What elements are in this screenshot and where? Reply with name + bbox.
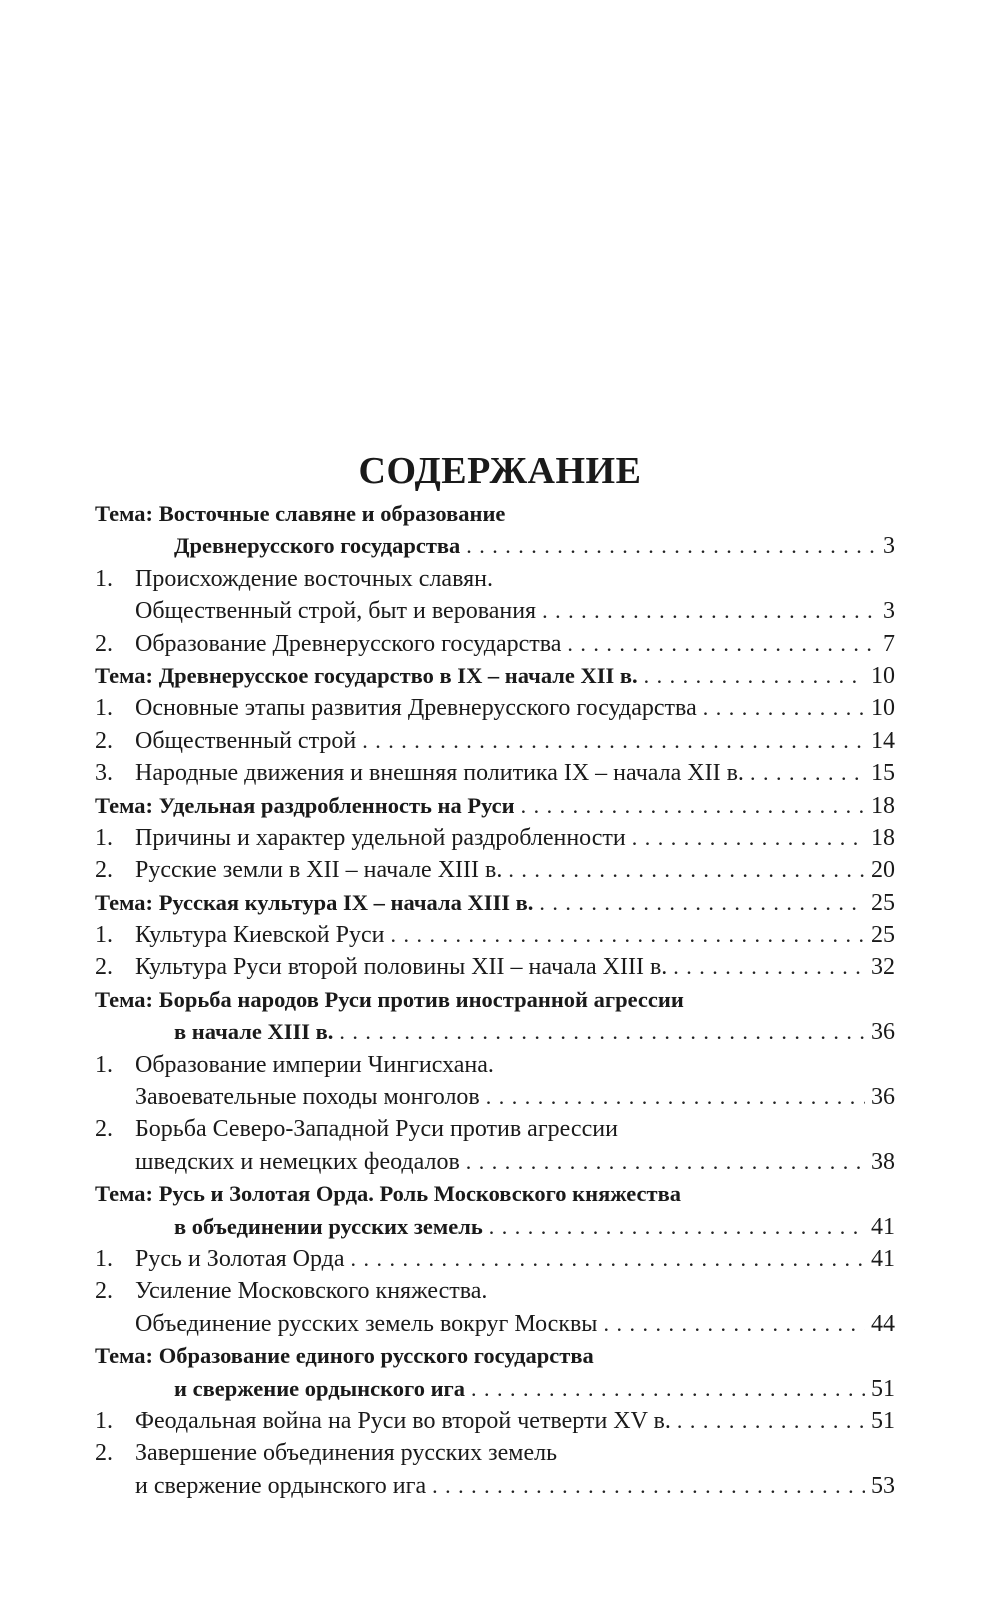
toc-topic-prefix: Тема: [95,792,159,818]
toc-topic-prefix: Тема: [95,1181,159,1207]
toc-topic-title: в объединении русских земель [174,1213,483,1239]
toc-page-number: 25 [865,887,895,919]
dot-leader [536,595,877,627]
toc-item-row [95,854,895,886]
toc-topic-row [95,1178,895,1210]
toc-topic-title: Древнерусского государства [174,533,461,559]
toc-item-row [95,595,895,627]
toc-page-number: 53 [865,1470,895,1502]
toc-topic-row [95,887,895,919]
toc-item-row [95,1146,895,1178]
toc-item-title: Происхождение восточных славян. [135,565,493,592]
toc-page-number: 7 [877,628,895,660]
toc-item-title: Русь и Золотая Орда [135,1245,345,1272]
toc-page-number: 10 [865,692,895,724]
toc-topic-title: Борьба народов Руси против иностранной агрессии [158,986,684,1012]
toc-page-number: 51 [865,1405,895,1437]
dot-leader [561,628,877,660]
toc-item-row [95,692,895,724]
toc-topic-title: Русская культура IX – начала XIII в. [158,889,534,915]
toc-page-number: 10 [865,660,895,692]
toc-item-row [95,757,895,789]
toc-item-row [95,822,895,854]
toc-item-number: 2. [95,857,113,884]
toc-item-row [95,1275,895,1307]
toc-item-number: 2. [95,1278,113,1305]
toc-page-number: 3 [877,530,895,562]
toc-item-number: 2. [95,630,113,657]
toc-item-title: Культура Киевской Руси [135,922,385,949]
toc-item-title: Образование Древнерусского государства [135,630,562,657]
toc-page-number: 51 [865,1373,895,1405]
toc-item-title: и свержение ордынского ига [135,1472,427,1499]
toc-page-number: 18 [865,790,895,822]
toc-item-title: Основные этапы развития Древнерусского государства [135,695,697,722]
toc-item-number: 2. [95,1440,113,1467]
toc-item-title: Общественный строй, быт и верования [135,598,537,625]
toc-item-row [95,1113,895,1145]
dot-leader [533,887,865,919]
toc-item-row [95,951,895,983]
toc-topic-prefix: Тема: [95,662,159,688]
toc-item-row [95,628,895,660]
toc-item-row [95,563,895,595]
dot-leader [626,822,865,854]
dot-leader [426,1470,865,1502]
dot-leader [667,951,865,983]
toc-page-number: 20 [865,854,895,886]
toc-item-row [95,1405,895,1437]
toc-item-number: 1. [95,824,113,851]
toc-item-title: Русские земли в XII – начале XIII в. [135,857,503,884]
toc-page-number: 41 [865,1243,895,1275]
dot-leader [356,725,865,757]
dot-leader [744,757,865,789]
dot-leader [697,692,865,724]
toc-item-title: Объединение русских земель вокруг Москвы [135,1310,598,1337]
toc-item-title: Причины и характер удельной раздробленности [135,824,626,851]
toc-item-title: Культура Руси второй половины XII – начала XIII в. [135,954,668,981]
toc-topic-title: Удельная раздробленность на Руси [158,792,515,818]
toc-item-title: Общественный строй [135,727,357,754]
toc-page-number: 44 [865,1308,895,1340]
dot-leader [460,1146,865,1178]
toc-page-number: 25 [865,919,895,951]
dot-leader [638,660,865,692]
toc-item-row [95,1308,895,1340]
dot-leader [502,854,865,886]
toc-item-row [95,1081,895,1113]
toc-topic-row [95,530,895,562]
toc-item-row [95,1437,895,1469]
toc-item-number: 1. [95,1407,113,1434]
toc-page-number: 14 [865,725,895,757]
toc-topic-title: в начале XIII в. [174,1019,334,1045]
toc-page-number: 41 [865,1211,895,1243]
toc-topic-row [95,984,895,1016]
toc-page-number: 36 [865,1081,895,1113]
toc-topic-title: Образование единого русского государства [158,1343,594,1369]
toc-topic-row [95,1211,895,1243]
toc-topic-title: Древнерусское государство в IX – начале XII в. [158,662,638,688]
toc-topic-title: Русь и Золотая Орда. Роль Московского княжества [158,1181,681,1207]
toc-item-title: Образование империи Чингисхана. [135,1051,494,1078]
table-of-contents [95,498,895,1502]
toc-topic-title: и свержение ордынского ига [174,1375,466,1401]
toc-item-number: 3. [95,760,113,787]
dot-leader [345,1243,865,1275]
toc-topic-title: Восточные славяне и образование [158,501,506,526]
dot-leader [671,1405,865,1437]
toc-page-number: 38 [865,1146,895,1178]
toc-item-number: 1. [95,695,113,722]
toc-item-number: 2. [95,954,113,981]
toc-item-number: 1. [95,922,113,949]
toc-page-number: 15 [865,757,895,789]
page-title: СОДЕРЖАНИЕ [358,450,642,492]
toc-item-title: Завершение объединения русских земель [135,1440,558,1467]
dot-leader [384,919,865,951]
toc-item-row [95,1470,895,1502]
toc-topic-row [95,1016,895,1048]
toc-item-row [95,725,895,757]
toc-item-title: Феодальная война на Руси во второй четверти XV в. [135,1407,671,1434]
toc-topic-prefix: Тема: [95,986,159,1012]
dot-leader [515,790,865,822]
toc-item-row [95,1243,895,1275]
toc-page-number: 32 [865,951,895,983]
toc-item-title: Усиление Московского княжества. [135,1278,488,1305]
toc-topic-prefix: Тема: [95,889,159,915]
toc-item-number: 1. [95,565,113,592]
toc-item-row [95,1049,895,1081]
dot-leader [480,1081,865,1113]
dot-leader [333,1016,865,1048]
toc-topic-row [95,1340,895,1372]
toc-topic-prefix: Тема: [95,1343,159,1369]
toc-topic-row [95,790,895,822]
toc-item-number: 2. [95,1116,113,1143]
dot-leader [460,530,877,562]
dot-leader [483,1211,865,1243]
toc-topic-row [95,498,895,530]
toc-page-number: 36 [865,1016,895,1048]
toc-item-number: 2. [95,727,113,754]
toc-topic-prefix: Тема: [95,501,159,526]
toc-item-title: шведских и немецких феодалов [135,1148,460,1175]
toc-topic-row [95,1373,895,1405]
toc-item-title: Завоевательные походы монголов [135,1084,480,1111]
toc-item-row [95,919,895,951]
toc-item-number: 1. [95,1245,113,1272]
toc-page-number: 18 [865,822,895,854]
dot-leader [597,1308,865,1340]
toc-page-number: 3 [877,595,895,627]
dot-leader [465,1373,865,1405]
toc-item-title: Народные движения и внешняя политика IX – начала XII в. [135,760,744,787]
toc-item-title: Борьба Северо-Западной Руси против агрессии [135,1116,618,1143]
toc-topic-row [95,660,895,692]
toc-item-number: 1. [95,1051,113,1078]
